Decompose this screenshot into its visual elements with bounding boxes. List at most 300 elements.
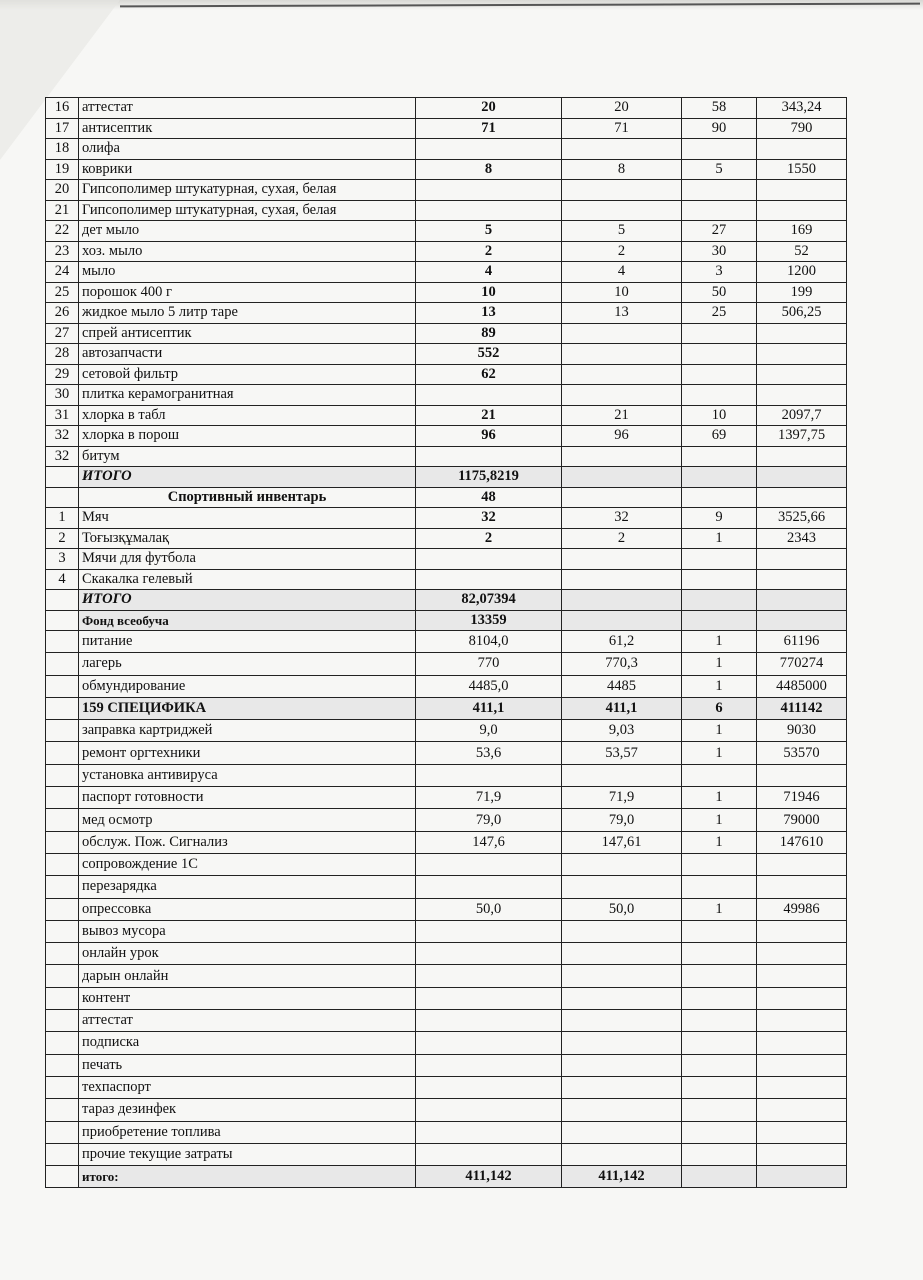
amount-col-1: 770 [416,653,562,675]
amount-col-4 [757,1099,847,1121]
amount-col-2 [562,344,682,365]
table-row [46,1010,847,1032]
table-row [46,139,847,160]
amount-col-4 [757,200,847,221]
item-name: ИТОГО [79,467,416,488]
row-number: 28 [46,344,79,365]
amount-col-2 [562,1054,682,1076]
table-row [46,1143,847,1165]
table-row [46,987,847,1009]
table-row [46,1032,847,1054]
row-number [46,876,79,898]
amount-col-3: 1 [682,653,757,675]
row-number [46,1099,79,1121]
item-name: дарын онлайн [79,965,416,987]
amount-col-2 [562,1076,682,1098]
item-name: прочие текущие затраты [79,1143,416,1165]
amount-col-4: 199 [757,282,847,303]
row-number [46,742,79,764]
amount-col-1 [416,139,562,160]
row-number [46,653,79,675]
amount-col-1: 96 [416,426,562,447]
amount-col-4: 506,25 [757,303,847,324]
amount-col-4: 9030 [757,720,847,742]
row-number [46,920,79,942]
item-name: хоз. мыло [79,241,416,262]
amount-col-3 [682,1054,757,1076]
amount-col-3: 6 [682,697,757,719]
row-number: 16 [46,98,79,119]
table-row [46,1054,847,1076]
amount-col-4 [757,467,847,488]
item-name: сетовой фильтр [79,364,416,385]
item-name: мед осмотр [79,809,416,831]
item-name: сопровождение 1С [79,853,416,875]
item-name: хлорка в табл [79,405,416,426]
amount-col-3 [682,487,757,508]
amount-col-3: 1 [682,528,757,549]
amount-col-1 [416,876,562,898]
table-row [46,653,847,675]
table-row [46,831,847,853]
row-number: 30 [46,385,79,406]
item-name: обмундирование [79,675,416,697]
amount-col-2 [562,987,682,1009]
table-row [46,98,847,119]
amount-col-4: 53570 [757,742,847,764]
row-number: 22 [46,221,79,242]
amount-col-1: 50,0 [416,898,562,920]
amount-col-3 [682,853,757,875]
amount-col-3: 25 [682,303,757,324]
amount-col-4 [757,385,847,406]
amount-col-2 [562,323,682,344]
item-name: итого: [79,1166,416,1188]
amount-col-2: 71,9 [562,787,682,809]
table-row [46,742,847,764]
amount-col-3: 1 [682,787,757,809]
amount-col-3 [682,610,757,631]
item-name: ремонт оргтехники [79,742,416,764]
row-number [46,1143,79,1165]
row-number: 18 [46,139,79,160]
table-row [46,1121,847,1143]
amount-col-4 [757,920,847,942]
amount-col-3: 5 [682,159,757,180]
amount-col-2 [562,1010,682,1032]
amount-col-4 [757,943,847,965]
table-row [46,241,847,262]
amount-col-4: 1550 [757,159,847,180]
amount-col-4 [757,610,847,631]
amount-col-1 [416,180,562,201]
item-name: Гипсополимер штукатурная, сухая, белая [79,200,416,221]
amount-col-1: 4485,0 [416,675,562,697]
amount-col-1 [416,1054,562,1076]
item-name: Мяч [79,508,416,529]
row-number [46,943,79,965]
amount-col-4 [757,323,847,344]
row-number [46,720,79,742]
row-number [46,965,79,987]
amount-col-3: 1 [682,898,757,920]
table-row [46,385,847,406]
table-row [46,405,847,426]
amount-col-2 [562,764,682,786]
amount-col-3: 9 [682,508,757,529]
amount-col-3: 27 [682,221,757,242]
section-header-spec [46,697,847,719]
amount-col-3: 1 [682,742,757,764]
amount-col-2 [562,569,682,590]
item-name: заправка картриджей [79,720,416,742]
amount-col-2 [562,590,682,611]
item-name: Фонд всеобуча [79,610,416,631]
table-row [46,764,847,786]
amount-col-4 [757,364,847,385]
item-name: антисептик [79,118,416,139]
amount-col-4 [757,446,847,467]
amount-col-1: 71 [416,118,562,139]
table-row [46,221,847,242]
row-number [46,1010,79,1032]
row-number: 27 [46,323,79,344]
table-row [46,200,847,221]
amount-col-3 [682,569,757,590]
amount-col-1: 9,0 [416,720,562,742]
table-row [46,323,847,344]
amount-col-1: 4 [416,262,562,283]
amount-col-2 [562,180,682,201]
amount-col-3: 1 [682,675,757,697]
amount-col-3: 1 [682,831,757,853]
row-number [46,1166,79,1188]
amount-col-2 [562,610,682,631]
amount-col-2: 10 [562,282,682,303]
amount-col-1: 10 [416,282,562,303]
amount-col-3 [682,200,757,221]
row-number [46,467,79,488]
table-row [46,159,847,180]
amount-col-3 [682,764,757,786]
amount-col-1: 411,142 [416,1166,562,1188]
item-name: печать [79,1054,416,1076]
amount-col-4: 1200 [757,262,847,283]
amount-col-2 [562,1099,682,1121]
amount-col-1 [416,569,562,590]
item-name: мыло [79,262,416,283]
row-number: 32 [46,446,79,467]
amount-col-1: 21 [416,405,562,426]
amount-col-1: 147,6 [416,831,562,853]
amount-col-2 [562,920,682,942]
row-number [46,631,79,653]
item-name: установка антивируса [79,764,416,786]
amount-col-4 [757,569,847,590]
amount-col-3: 90 [682,118,757,139]
row-number: 21 [46,200,79,221]
section-header-fund [46,610,847,631]
amount-col-2: 32 [562,508,682,529]
amount-col-4 [757,1076,847,1098]
amount-col-4: 343,24 [757,98,847,119]
table-row [46,118,847,139]
amount-col-4 [757,1121,847,1143]
row-number [46,697,79,719]
amount-col-1: 1175,8219 [416,467,562,488]
amount-col-1: 8104,0 [416,631,562,653]
amount-col-4: 147610 [757,831,847,853]
amount-col-3 [682,1143,757,1165]
amount-col-4 [757,1054,847,1076]
total-row [46,467,847,488]
amount-col-3 [682,467,757,488]
row-number [46,853,79,875]
amount-col-1: 71,9 [416,787,562,809]
amount-col-2: 2 [562,241,682,262]
item-name: дет мыло [79,221,416,242]
amount-col-3 [682,385,757,406]
amount-col-2 [562,1143,682,1165]
table-row [46,675,847,697]
row-number [46,787,79,809]
amount-col-1 [416,1010,562,1032]
amount-col-2: 411,142 [562,1166,682,1188]
item-name: аттестат [79,1010,416,1032]
row-number: 24 [46,262,79,283]
amount-col-2 [562,853,682,875]
amount-col-4 [757,965,847,987]
amount-col-1: 32 [416,508,562,529]
item-name: автозапчасти [79,344,416,365]
amount-col-3 [682,920,757,942]
table-row [46,344,847,365]
row-number [46,1076,79,1098]
amount-col-4 [757,987,847,1009]
item-name: битум [79,446,416,467]
amount-col-3 [682,1010,757,1032]
amount-col-4: 3525,66 [757,508,847,529]
amount-col-1: 2 [416,241,562,262]
amount-col-4: 4485000 [757,675,847,697]
table-row [46,920,847,942]
amount-col-3: 10 [682,405,757,426]
amount-col-1 [416,943,562,965]
amount-col-3: 50 [682,282,757,303]
item-name: Гипсополимер штукатурная, сухая, белая [79,180,416,201]
amount-col-4 [757,590,847,611]
section-header-sport [46,487,847,508]
amount-col-3 [682,987,757,1009]
amount-col-1 [416,385,562,406]
amount-col-2 [562,549,682,570]
table-row [46,528,847,549]
amount-col-4: 411142 [757,697,847,719]
amount-col-3 [682,1166,757,1188]
row-number: 1 [46,508,79,529]
amount-col-1 [416,1099,562,1121]
amount-col-2: 96 [562,426,682,447]
item-name: спрей антисептик [79,323,416,344]
amount-col-4 [757,549,847,570]
amount-col-2 [562,965,682,987]
amount-col-1 [416,446,562,467]
row-number: 20 [46,180,79,201]
amount-col-4: 790 [757,118,847,139]
item-name: вывоз мусора [79,920,416,942]
amount-col-4: 770274 [757,653,847,675]
row-number: 2 [46,528,79,549]
amount-col-3 [682,1099,757,1121]
row-number: 4 [46,569,79,590]
item-name: питание [79,631,416,653]
amount-col-1 [416,549,562,570]
amount-col-2 [562,385,682,406]
item-name: техпаспорт [79,1076,416,1098]
row-number [46,1032,79,1054]
table-row [46,508,847,529]
amount-col-2: 61,2 [562,631,682,653]
amount-col-1 [416,1032,562,1054]
item-name: аттестат [79,98,416,119]
table-row [46,1076,847,1098]
table-row [46,303,847,324]
amount-col-1: 5 [416,221,562,242]
item-name: тараз дезинфек [79,1099,416,1121]
item-name: подписка [79,1032,416,1054]
amount-col-1 [416,987,562,1009]
amount-col-3 [682,549,757,570]
amount-col-1: 8 [416,159,562,180]
item-name: Спортивный инвентарь [79,487,416,508]
total-row [46,590,847,611]
amount-col-1: 13359 [416,610,562,631]
amount-col-3: 58 [682,98,757,119]
item-name: хлорка в порош [79,426,416,447]
amount-col-2: 71 [562,118,682,139]
amount-col-4: 52 [757,241,847,262]
amount-col-2 [562,139,682,160]
amount-col-1: 2 [416,528,562,549]
item-name: коврики [79,159,416,180]
amount-col-2: 411,1 [562,697,682,719]
amount-col-2: 2 [562,528,682,549]
amount-col-3 [682,1076,757,1098]
amount-col-3 [682,943,757,965]
amount-col-2: 4 [562,262,682,283]
item-name: перезарядка [79,876,416,898]
amount-col-3 [682,344,757,365]
amount-col-4: 2343 [757,528,847,549]
amount-col-4 [757,1032,847,1054]
row-number [46,831,79,853]
expense-table-body [46,98,847,1188]
amount-col-4 [757,344,847,365]
table-row [46,180,847,201]
amount-col-3: 3 [682,262,757,283]
table-row [46,569,847,590]
table-row [46,943,847,965]
amount-col-3 [682,323,757,344]
amount-col-1: 13 [416,303,562,324]
amount-col-2 [562,487,682,508]
amount-col-4 [757,1010,847,1032]
row-number [46,1054,79,1076]
amount-col-4 [757,1143,847,1165]
amount-col-2 [562,1032,682,1054]
amount-col-2: 4485 [562,675,682,697]
item-name: Мячи для футбола [79,549,416,570]
amount-col-1: 552 [416,344,562,365]
expense-table [45,97,847,1188]
table-row [46,631,847,653]
amount-col-1: 20 [416,98,562,119]
amount-col-2: 21 [562,405,682,426]
amount-col-3 [682,1032,757,1054]
amount-col-1 [416,965,562,987]
row-number [46,610,79,631]
row-number [46,1121,79,1143]
row-number: 23 [46,241,79,262]
item-name: приобретение топлива [79,1121,416,1143]
amount-col-1 [416,853,562,875]
table-row [46,787,847,809]
row-number: 25 [46,282,79,303]
item-name: ИТОГО [79,590,416,611]
amount-col-1 [416,200,562,221]
table-row [46,965,847,987]
amount-col-4 [757,764,847,786]
amount-col-4 [757,487,847,508]
amount-col-4: 169 [757,221,847,242]
amount-col-2 [562,1121,682,1143]
item-name: жидкое мыло 5 литр таре [79,303,416,324]
amount-col-2 [562,467,682,488]
amount-col-4: 79000 [757,809,847,831]
amount-col-1 [416,764,562,786]
item-name: плитка керамогранитная [79,385,416,406]
amount-col-2 [562,876,682,898]
amount-col-3: 1 [682,631,757,653]
amount-col-1: 82,07394 [416,590,562,611]
amount-col-4: 2097,7 [757,405,847,426]
row-number [46,987,79,1009]
item-name: Тоғызқұмалақ [79,528,416,549]
amount-col-4 [757,139,847,160]
amount-col-1: 62 [416,364,562,385]
table-row [46,898,847,920]
amount-col-1 [416,1121,562,1143]
amount-col-4: 1397,75 [757,426,847,447]
amount-col-4: 49986 [757,898,847,920]
amount-col-2 [562,200,682,221]
table-row [46,364,847,385]
amount-col-4: 61196 [757,631,847,653]
item-name: олифа [79,139,416,160]
item-name: опрессовка [79,898,416,920]
amount-col-1: 48 [416,487,562,508]
amount-col-1 [416,1143,562,1165]
row-number [46,487,79,508]
amount-col-4: 71946 [757,787,847,809]
amount-col-3 [682,965,757,987]
table-row [46,446,847,467]
amount-col-1: 53,6 [416,742,562,764]
amount-col-4 [757,180,847,201]
table-row [46,426,847,447]
table-row [46,720,847,742]
row-number [46,675,79,697]
